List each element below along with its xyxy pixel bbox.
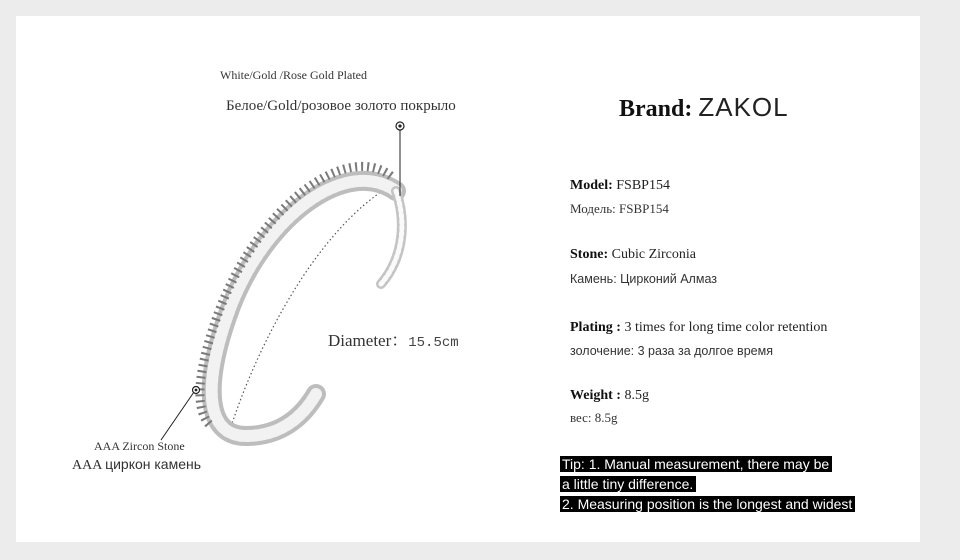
spec-weight-value: 8.5g xyxy=(620,388,649,403)
product-card xyxy=(16,16,920,542)
tip-line-2: a little tiny difference. xyxy=(560,476,696,492)
tip-line-1: Tip: 1. Manual measurement, there may be xyxy=(560,456,832,472)
spec-stone-label: Stone: xyxy=(570,247,609,262)
tip-box xyxy=(560,454,855,514)
brand-heading xyxy=(619,92,789,123)
zircon-ru-text: циркон камень xyxy=(105,456,202,472)
spec-plating-value: 3 times for long time color retention xyxy=(620,320,828,335)
spec-model xyxy=(570,178,670,194)
diameter-label xyxy=(328,326,459,351)
spec-stone xyxy=(570,247,696,263)
plating-label-ru: Белое/Gold/розовое золото покрыло xyxy=(226,98,456,114)
zircon-callout-line xyxy=(161,392,194,440)
spec-model-label: Model: xyxy=(570,178,613,193)
spec-stone-ru: Камень: Цирконий Алмаз xyxy=(570,272,717,286)
spec-weight-label: Weight : xyxy=(570,388,621,403)
zircon-label-en: AAA Zircon Stone xyxy=(94,439,185,453)
brand-label: Brand: xyxy=(619,96,693,122)
zircon-ru-prefix: AAA xyxy=(72,458,102,473)
brand-logo: ZAKOL xyxy=(698,92,789,122)
spec-plating-label: Plating : xyxy=(570,320,621,335)
spec-plating-ru: золочение: 3 раза за долгое время xyxy=(570,344,773,358)
spec-model-value: FSBP154 xyxy=(612,178,670,193)
bracelet-band xyxy=(212,181,396,436)
tip-line-3: 2. Measuring position is the longest and widest xyxy=(560,496,855,512)
diameter-caption: Diameter： xyxy=(328,331,409,350)
spec-model-ru: Модель: FSBP154 xyxy=(570,201,669,216)
spec-weight-ru: вес: 8.5g xyxy=(570,410,618,425)
spec-plating xyxy=(570,320,827,336)
spec-weight xyxy=(570,388,649,404)
spec-stone-value: Cubic Zirconia xyxy=(608,247,696,262)
zircon-label-ru xyxy=(72,456,201,474)
plating-label-en: White/Gold /Rose Gold Plated xyxy=(220,68,367,82)
diameter-value: 15.5cm xyxy=(408,335,459,351)
